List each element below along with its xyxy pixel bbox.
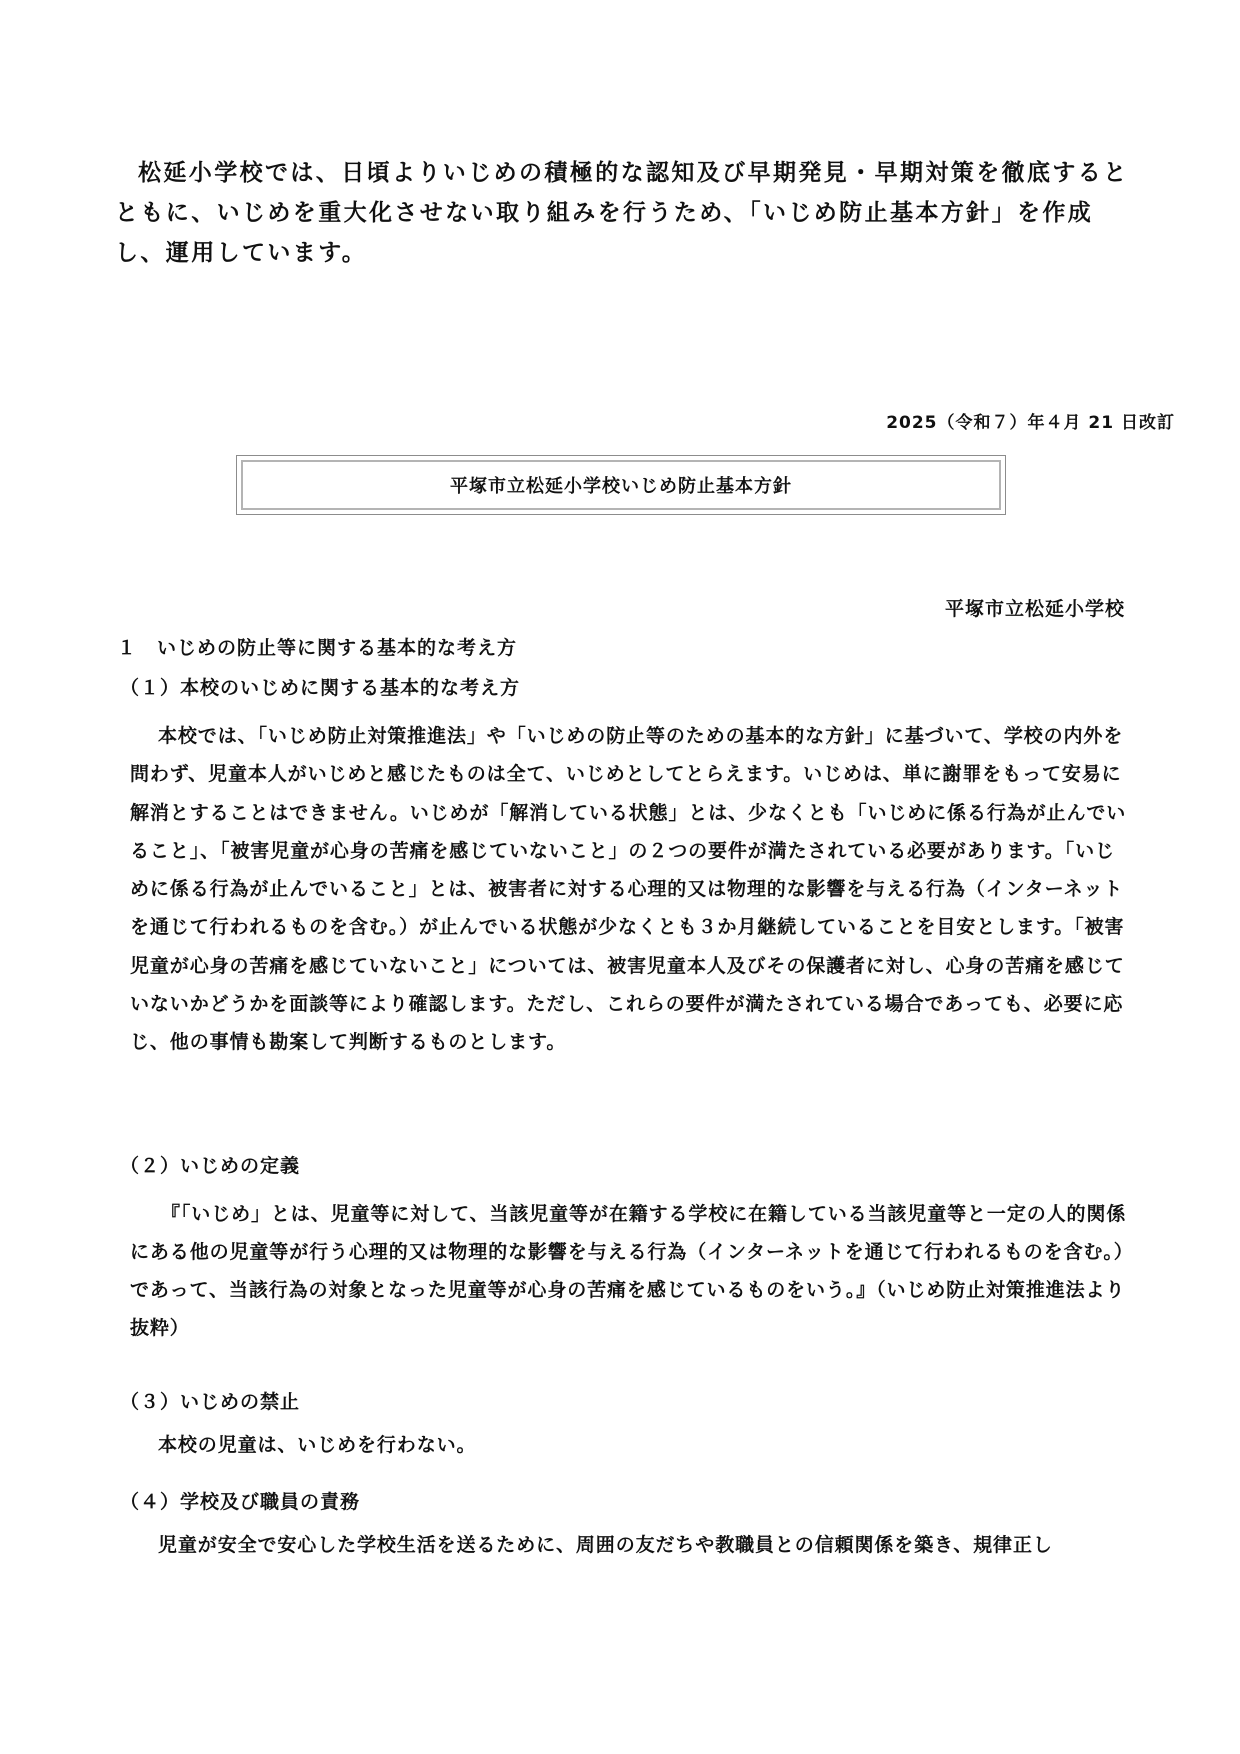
subsection-4-body: 児童が安全で安心した学校生活を送るために、周囲の友だちや教職員との信頼関係を築き、規律正し: [158, 1534, 1053, 1556]
section-heading: [117, 634, 517, 662]
section-title: いじめの防止等に関する基本的な考え方: [157, 637, 518, 659]
subsection-1-heading: （１）本校のいじめに関する基本的な考え方: [120, 677, 521, 699]
section-number: １: [117, 637, 138, 659]
document-title: 平塚市立松延小学校いじめ防止基本方針: [241, 460, 1001, 510]
subsection-2-heading: （２）いじめの定義: [120, 1155, 301, 1177]
subsection-3-heading: （３）いじめの禁止: [120, 1391, 301, 1413]
intro-paragraph: 松延小学校では、日頃よりいじめの積極的な認知及び早期発見・早期対策を徹底するとともに、いじめを重大化させない取り組みを行うため、「いじめ防止基本方針」を作成し、運用しています。: [115, 160, 1129, 266]
title-box: [236, 455, 1006, 515]
subsection-3-body: 本校の児童は、いじめを行わない。: [158, 1434, 477, 1456]
school-name: 平塚市立松延小学校: [944, 598, 1125, 620]
subsection-2-body: 『「いじめ」とは、児童等に対して、当該児童等が在籍する学校に在籍している当該児童等と一定の人的関係にある他の児童等が行う心理的又は物理的な影響を与える行為（インターネットを通じて行われるものを含む。）であって、当該行為の対象となった児童等が心身の苦痛を感じているものをいう。』（いじめ防止対策推進法より抜粋）: [130, 1203, 1127, 1339]
subsection-4-heading: （４）学校及び職員の責務: [120, 1491, 361, 1513]
revision-date: 2025（令和７）年４月 21 日改訂: [886, 413, 1175, 433]
subsection-1-body: 本校では、「いじめ防止対策推進法」や「いじめの防止等のための基本的な方針」に基づいて、学校の内外を問わず、児童本人がいじめと感じたものは全て、いじめとしてとらえます。いじめは、単に謝罪をもって安易に解消とすることはできません。いじめが「解消している状態」とは、少なくとも「いじめに係る行為が止んでいること」、「被害児童が心身の苦痛を感じていないこと」の２つの要件が満たされている必要があります。「いじめに係る行為が止んでいること」とは、被害者に対する心理的又は物理的な影響を与える行為（インターネットを通じて行われるものを含む。）が止んでいる状態が少なくとも３か月継続していることを目安とします。「被害児童が心身の苦痛を感じていないこと」については、被害児童本人及びその保護者に対し、心身の苦痛を感じていないかどうかを面談等により確認します。ただし、これらの要件が満たされている場合であっても、必要に応じ、他の事情も勘案して判断するものとします。: [130, 725, 1127, 1054]
